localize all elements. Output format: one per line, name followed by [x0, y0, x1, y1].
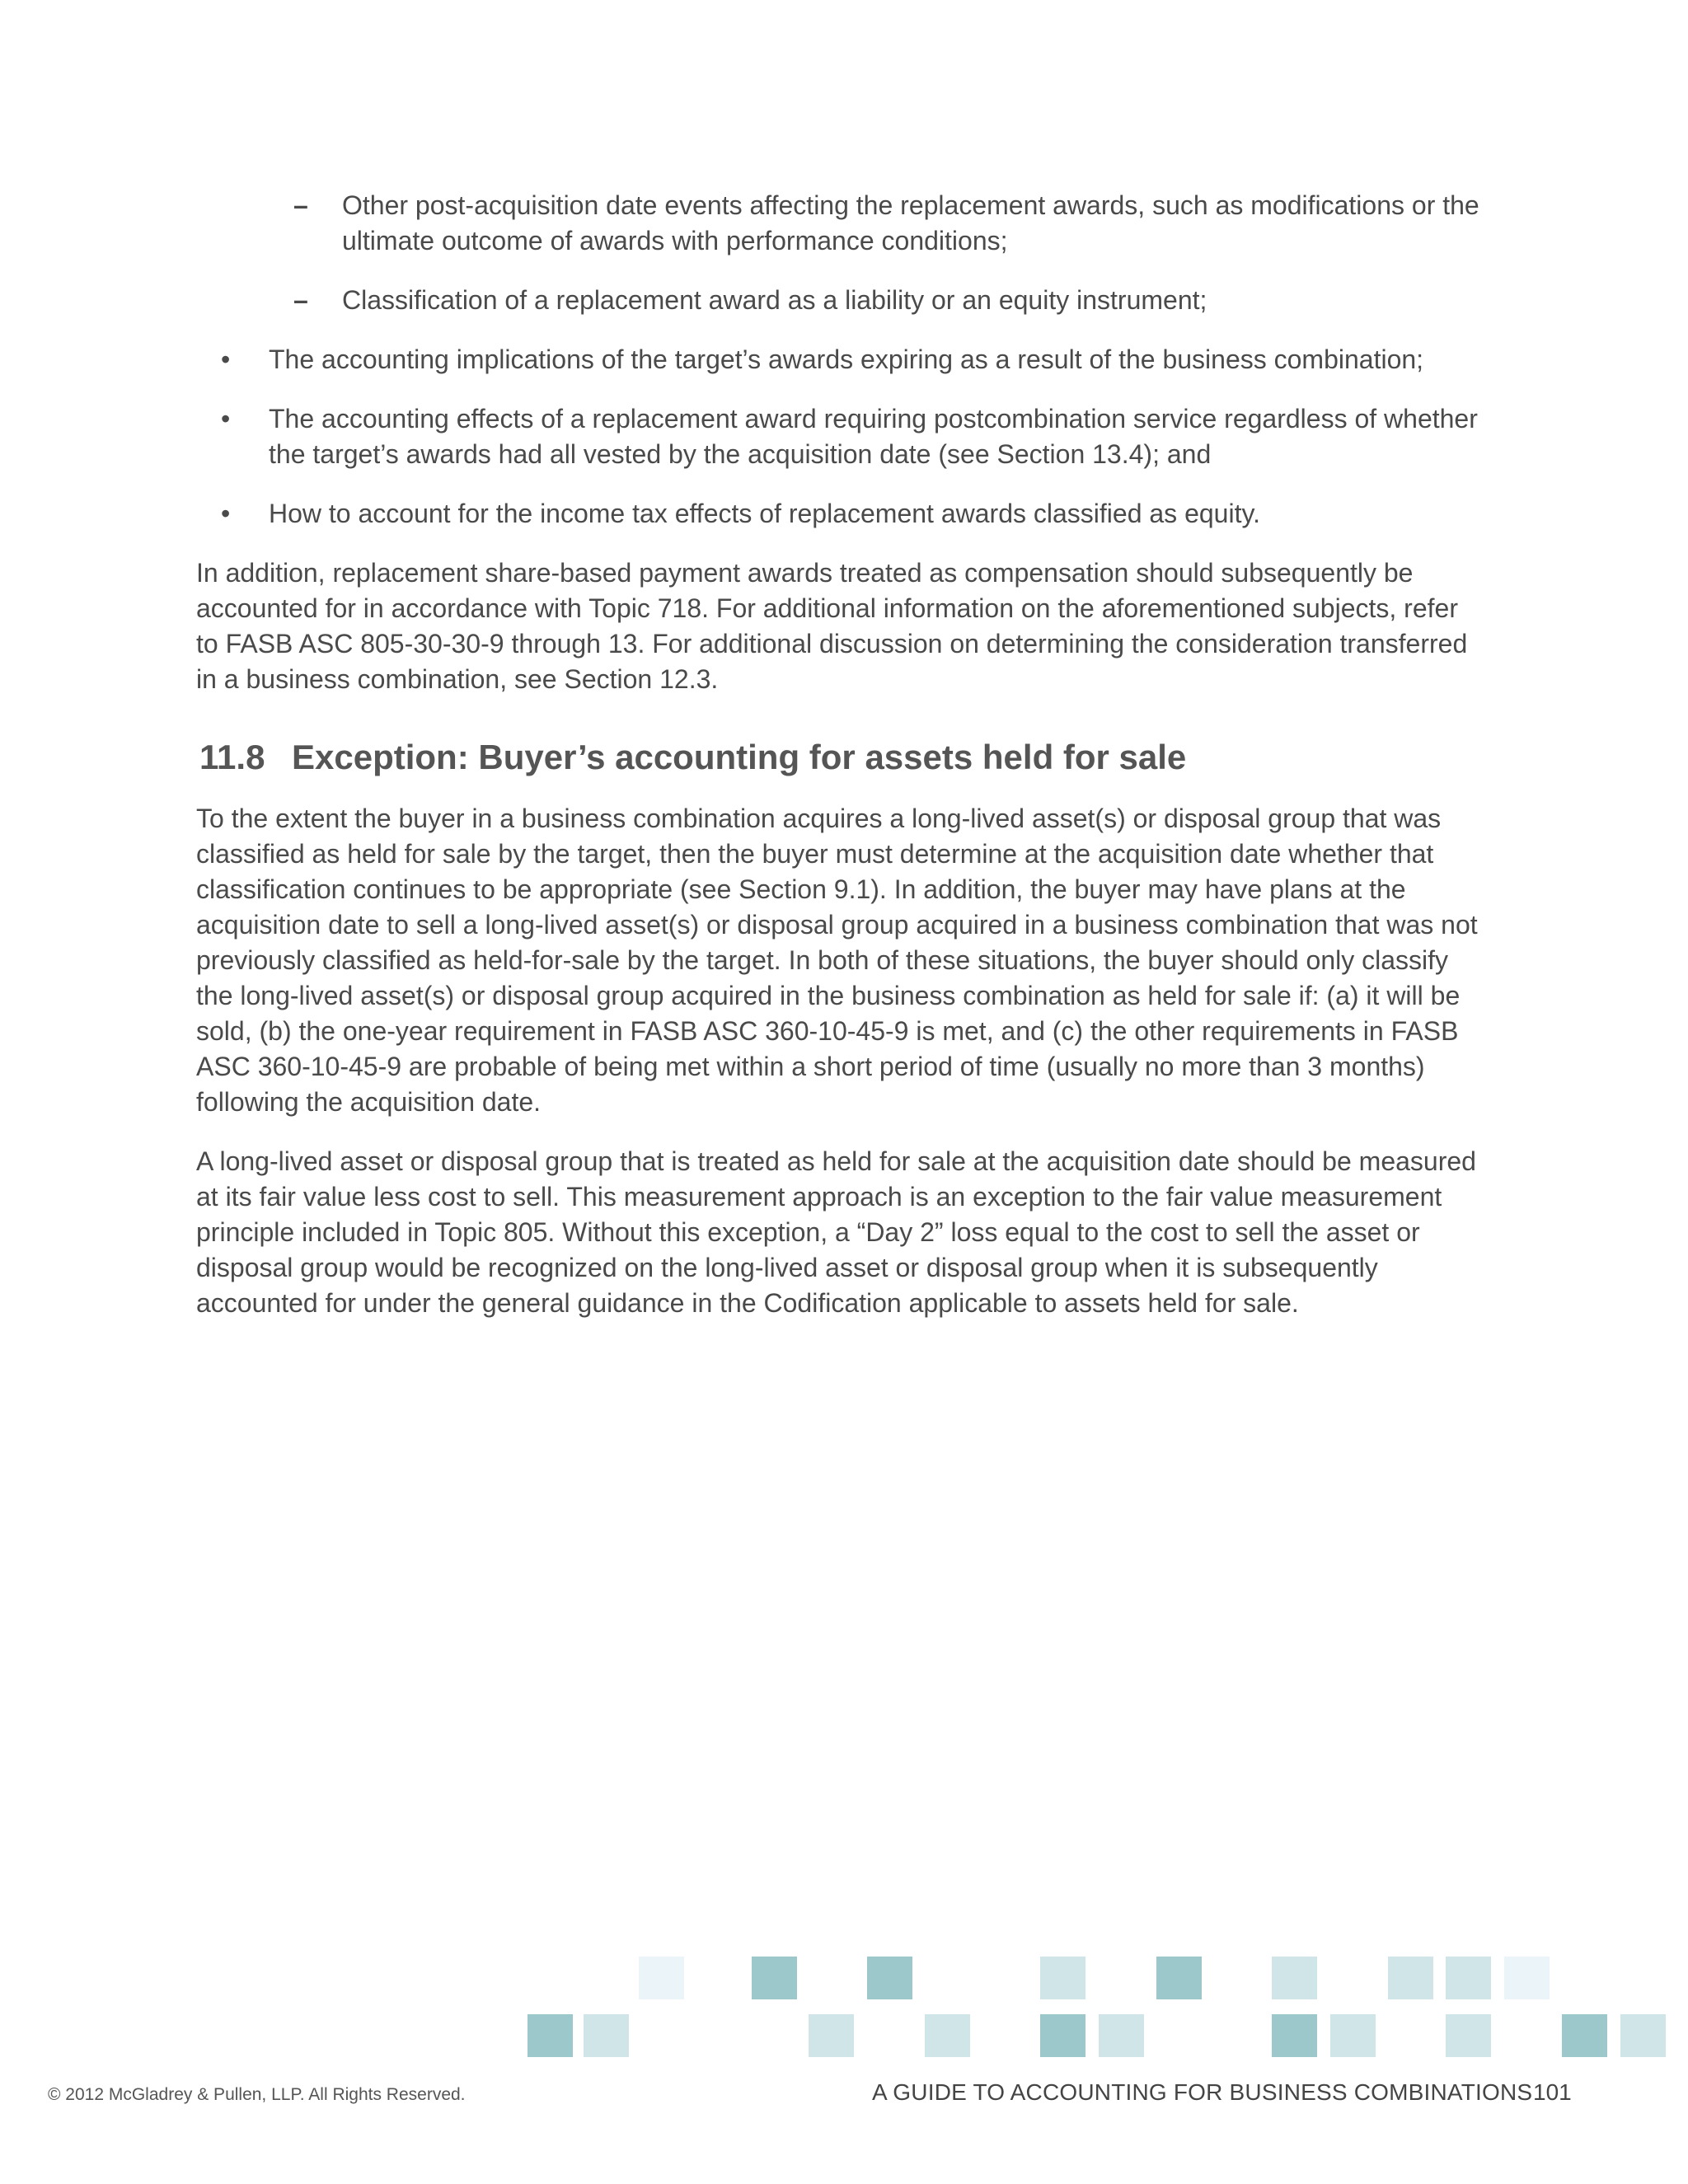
list-item [196, 188, 1482, 259]
bullet-marker: • [221, 404, 231, 434]
decorative-square [752, 1957, 797, 1999]
bullet-marker: • [221, 344, 231, 374]
bullet-marker: • [221, 499, 231, 528]
list-item [196, 496, 1482, 532]
list-item [196, 401, 1482, 472]
list-item [196, 283, 1482, 318]
decorative-square [1562, 2014, 1607, 2057]
decorative-square [1272, 1957, 1317, 1999]
body-paragraph: A long-lived asset or disposal group that is treated as held for sale at the acquisition date should be measured at its fair value less cost to sell. This measurement approach is an exception to the fair value measurement principle included in Topic 805. Without this exception, a “Day 2” loss equal to the cost to sell the asset or disposal group would be recognized on the long-lived asset or disposal group when it is subsequently accounted for under the general guidance in the Codification applicable to assets held for sale. [196, 1146, 1476, 1318]
decorative-square [925, 2014, 970, 2057]
list-item-text: Classification of a replacement award as a liability or an equity instrument; [342, 285, 1207, 315]
decorative-square [1272, 2014, 1317, 2057]
running-footer-title: A GUIDE TO ACCOUNTING FOR BUSINESS COMBINATIONS [872, 2079, 1533, 2105]
section-number: 11.8 [199, 738, 265, 776]
copyright-notice: © 2012 McGladrey & Pullen, LLP. All Rights Reserved. [48, 2085, 466, 2104]
decorative-square [1504, 1957, 1550, 1999]
decorative-square [528, 2014, 573, 2057]
list-item [196, 342, 1482, 377]
dash-marker: – [293, 285, 308, 315]
list-item-text: The accounting effects of a replacement award requiring postcombination service regardless of whether the target’s awards had all vested by the acquisition date (see Section 13.4); and [269, 404, 1478, 469]
decorative-square [1156, 1957, 1202, 1999]
decorative-square [1040, 2014, 1085, 2057]
list-item-text: Other post-acquisition date events affecting the replacement awards, such as modifications or the ultimate outcome of awards with performance conditions; [342, 190, 1479, 255]
page-body [196, 188, 1482, 1345]
decorative-square [1620, 2014, 1666, 2057]
decorative-square [809, 2014, 854, 2057]
dash-marker: – [293, 190, 308, 220]
decorative-square [1388, 1957, 1433, 1999]
section-heading [199, 737, 1482, 778]
decorative-square [1040, 1957, 1085, 1999]
list-item-text: The accounting implications of the target’s awards expiring as a result of the business combination; [269, 344, 1424, 374]
list-item-text: How to account for the income tax effects of replacement awards classified as equity. [269, 499, 1260, 528]
decorative-square [1446, 2014, 1491, 2057]
decorative-square [1446, 1957, 1491, 1999]
decorative-square [1099, 2014, 1144, 2057]
page-number: 101 [1533, 2079, 1572, 2105]
intro-paragraph: In addition, replacement share-based payment awards treated as compensation should subsequently be accounted for in accordance with Topic 718. For additional information on the aforementioned subjects, refer to FASB ASC 805-30-30-9 through 13. For additional discussion on determining the consideration transferred in a business combination, see Section 12.3. [196, 558, 1468, 694]
body-paragraph: To the extent the buyer in a business combination acquires a long-lived asset(s) or disposal group that was classified as held for sale by the target, then the buyer must determine at the acquisition date whether that classification continues to be appropriate (see Section 9.1). In addition, the buyer may have plans at the acquisition date to sell a long-lived asset(s) or disposal group acquired in a business combination that was not previously classified as held-for-sale by the target. In both of these situations, the buyer should only classify the long-lived asset(s) or disposal group acquired in the business combination as held for sale if: (a) it will be sold, (b) the one-year requirement in FASB ASC 360-10-45-9 is met, and (c) the other requirements in FASB ASC 360-10-45-9 are probable of being met within a short period of time (usually no more than 3 months) following the acquisition date. [196, 804, 1478, 1117]
decorative-square [584, 2014, 629, 2057]
section-title: Exception: Buyer’s accounting for assets held for sale [292, 738, 1187, 776]
decorative-square [639, 1957, 684, 1999]
decorative-square [867, 1957, 912, 1999]
decorative-square [1330, 2014, 1376, 2057]
